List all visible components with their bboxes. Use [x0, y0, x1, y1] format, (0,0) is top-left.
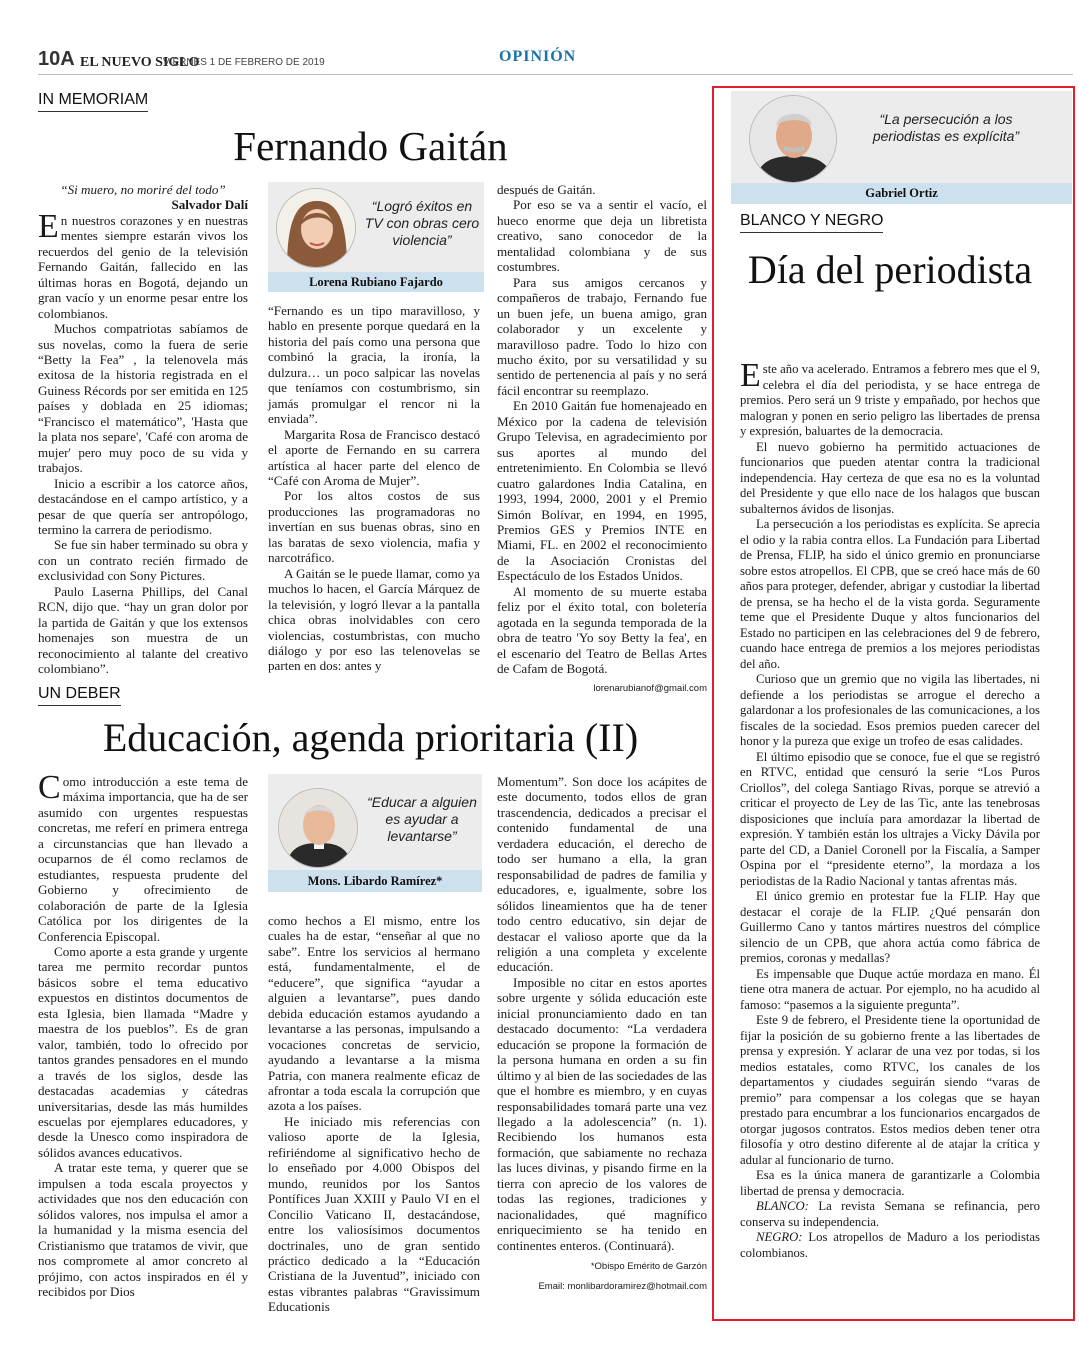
paragraph: Margarita Rosa de Francisco destacó el aporte de Fernando en su carrera artística al hacer parte del elenco de “Café con Aroma de Mujer”.	[268, 426, 480, 488]
author-photo	[276, 188, 356, 268]
article2-column-2	[268, 913, 480, 1315]
paragraph: El único gremio en protestar fue la FLIP. Hay que destacar el coraje de la FLIP. ¿Qué pensarán don Guillermo Cano y tantos mártires nuestros del cómplice silencio de un CPB, que ahora actúa como fábrica de premios, coronas y medallas?	[740, 889, 1040, 965]
article2-column-1	[38, 769, 248, 1299]
newspaper-name: EL NUEVO SIGLO	[80, 55, 200, 70]
paragraph: En nuestros corazones y en nuestras mentes siempre estarán vivos los recuerdos del genio de la televisión Fernando Gaitán, fallecido en las últimas horas en Bogotá, dejando un gran vacío y un enorme pesar entre los colombianos.	[38, 207, 248, 321]
epigraph-author: Salvador Dalí	[171, 197, 248, 213]
blanco-note	[740, 1199, 1040, 1230]
paragraph: La persecución a los periodistas es explícita. Se aprecia el odio y la rabia contra ellos. La Fundación para Libertad de Prensa, FLIP, ha sido el único gremio en pronunciarse sobre estos atropellos. El CPB, que se creó hace más de 60 años para proteger, defender, abrigar y custodiar la libertad de prensa, se ha hecho el de la vista gorda. Seguramente teme que el Presidente Duque y altos funcionarios del Estado no participen en las celebraciones del 9 de febrero, cuando hace entrega de premios a los mejores periodistas del año.	[740, 517, 1040, 671]
author-email[interactable]: Email: monlibardoramirez@hotmail.com	[538, 1280, 707, 1292]
article2-kicker: UN DEBER	[38, 684, 121, 706]
author-box-gabriel	[731, 91, 1072, 204]
article1-column-3	[497, 182, 707, 696]
paragraph: Imposible no citar en estos aportes sobre urgente y sólida educación este inicial pronunciamiento dado en tan destacado documento: “La verdadera educación se propone la formación de la persona humana en orden a su fin último y al bien de las sociedades de las que el hombre es miembro, y en cuyas responsabilidades tomará parte una vez llegado a la adolescencia” (n. 1). Recibiendo los humanos esta formación, que sabiamente no rechaza las luces divinas, y pisando firme en la tierra con aprecio de los valores de todas las regiones, tradiciones y nacionalidades, qué magnífico enriquecimiento se ha tenido en continentes enteros. (Continuará).	[497, 974, 707, 1253]
section-title: OPINIÓN	[499, 48, 577, 65]
negro-label: NEGRO:	[756, 1230, 803, 1244]
author-name: Mons. Libardo Ramírez*	[268, 870, 482, 892]
paragraph: Como introducción a este tema de máxima importancia, que ha de ser asumido con urgentes respuestas concretas, me referí en primera entrega a circunstancias que han llevado a ocuparnos de él como reclamos de estudiantes, respuesta prudente del Gobierno y ofrecimiento de colaboración de parte de la Iglesia Católica por los dirigentes de la Conferencia Episcopal.	[38, 769, 248, 944]
paragraph: Esa es la única manera de garantizarle a Colombia libertad de prensa y democracia.	[740, 1168, 1040, 1198]
paragraph: En 2010 Gaitán fue homenajeado en México por la cadena de televisión Grupo Televisa, en agradecimiento por sus aportes al mundo del entretenimiento. En Colombia se llevó cuatro galardones India Catalina, en 1993, 1994, 2000, 2001 y el Premio Simón Bolívar, en 1994, en 1995, Premios GES y Premios INTE en Miami, FL. en 2002 el reconocimiento de la Asociación Cronistas del Espectáculo de los Estados Unidos.	[497, 398, 707, 584]
author-box-lorena	[268, 182, 484, 292]
author-photo	[278, 788, 358, 868]
blanco-text: La revista Semana se refinancia, pero conserva su independencia.	[740, 1199, 1040, 1229]
paragraph: después de Gaitán.	[497, 182, 596, 197]
article1-column-2	[268, 303, 480, 674]
page-number: 10A	[38, 48, 75, 70]
paragraph: A tratar este tema, y querer que se impulsen a toda escala proyectos y actividades que nos den educación con sólidos valores, nos impulsa el amor a la humanidad y la misma esencia del Cristianismo que tratamos de vivir, que nos compromete al amor concreto al prójimo, con actos inspirados en él y recibidos por Dios	[38, 1160, 248, 1299]
paragraph: Para sus amigos cercanos y compañeros de trabajo, Fernando fue un buen jefe, un buena amigo, gran colaborador y un excelente y maravilloso padre. Todo lo hizo con mucho éxito, por su versatilidad y su sentido de pertenencia al país y no será fácil encontrar su reemplazo.	[497, 274, 707, 398]
footnote: *Obispo Emérito de Garzón	[590, 1261, 707, 1273]
pull-quote: “La persecución a los periodistas es explícita”	[872, 111, 1020, 144]
paragraph: Por eso se va a sentir el vacío, el hueco enorme que deja un libretista creativo, sano conocedor de la mentalidad colombiana y de sus costumbres.	[497, 197, 707, 275]
paragraph: Paulo Laserna Phillips, del Canal RCN, dijo que. “hay un gran dolor por la partida de Gaitán y que los extensos homenajes son muestra de un reconocimiento al talante del creativo colombiano”.	[38, 583, 248, 677]
paragraph: El nuevo gobierno ha permitido actuaciones de funcionarios que pueden atentar contra la tradicional independencia. Hay certeza de que esa no es la voluntad del Presidente y que ello nace de los halagos que buscan subalternos ávidos de lisonjas.	[740, 439, 1040, 516]
paragraph: A Gaitán se le puede llamar, como ya muchos lo hacen, el García Márquez de la televisión, y logró llevar a la pantalla chica obras inolvidables con cero violencias, costumbristas, con mucho diálogo y por eso las telenovelas se parten en dos: antes y	[268, 565, 480, 674]
article2-column-3	[497, 774, 707, 1294]
author-name: Gabriel Ortiz	[731, 183, 1072, 204]
negro-text: Los atropellos de Maduro a los periodistas colombianos.	[740, 1230, 1040, 1260]
article1-title: Fernando Gaitán	[233, 123, 508, 169]
paragraph: como hechos a El mismo, entre los cuales ha de estar, “enseñar al que no sabe”. Entre los servicios al hermano está, fundamentalmente, el de “educere”, que significa “ayudar a alguien a levantarse”, pues dando debida educación estamos ayudando a levantarse a las personas, impulsando a vocaciones concretas de servicio, ayudando a levantarse a la misma Patria, con manera realmente eficaz de afrontar a toda escala la corrupción que azota a los países.	[268, 913, 480, 1114]
author-photo	[749, 95, 837, 183]
paragraph: Este año va acelerado. Entramos a febrero mes que el 9, celebra el día del periodista, y se hace entrega de premios. Pero será un 9 triste y empañado, por hechos que malogran y ponen en serio peligro las libertades de prensa y expresión, baluartes de la democracia.	[740, 357, 1040, 438]
paragraph: Como aporte a esta grande y urgente tarea me permito recordar puntos básicos sobre el tema educativo expuestos en distintos documentos de esta Iglesia, bien llamada “Madre y maestra de los pueblos”. Es de gran valor, también, todo lo ofrecido por tantos grandes pensadores en el mundo a través de los siglos, desde las destacadas academias y cátedras universitarias, desde las más humildes escuelas por ejemplares educadores, y desde la Unesco como inspiradora de sólidos avances educativos.	[38, 943, 248, 1160]
author-name: Lorena Rubiano Fajardo	[268, 272, 484, 292]
paragraph: Se fue sin haber terminado su obra y con un contrato recién firmado de exclusividad con Sony Pictures.	[38, 537, 248, 584]
article3-title: Día del periodista	[747, 247, 1033, 292]
paragraph: “Fernando es un tipo maravilloso, y hablo en presente porque quedará en la historia del país como una persona que combinó la gracia, la ironía, la dulzura… un poco salpicar las novelas que teníamos con costumbrismo, sin jamás promulgar el rencor ni la enviada”.	[268, 303, 480, 427]
paragraph: El último episodio que se conoce, fue el que se registró en RTVC, entidad que censuró la serie “Los Puros Criollos”, del colega Santiago Rivas, porque se atrevió a criticar el proyecto de Ley de las Tic, ante las tenebrosas disposiciones que incluía para amordazar la libertad de expresión. Y también están los ultrajes a Vicky Dávila por parte del CD, a Daniel Coronell por la Fiscalía, a Samper Ospina por el “presidente eterno”, la mordaza a los periodistas de la Radio Nacional y tantas afrentas más.	[740, 749, 1040, 888]
paragraph: Momentum”. Son doce los acápites de este documento, todos ellos de gran trascendencia, dedicados a precisar el contenido fundamental de una verdadera educación, el derecho de todo ser humano a ella, la gran responsabilidad de padres de familia y educadores, e, igualmente, sobre los sólidos lineamientos que ha de tener todo centro educativo, sin dejar de destacar el valioso aporte que da la religión a una completa y excelente educación.	[497, 774, 707, 975]
article1-kicker: IN MEMORIAM	[38, 90, 148, 112]
pull-quote: “Logró éxitos en TV con obras cero violencia”	[364, 198, 480, 248]
negro-note	[740, 1230, 1040, 1261]
paragraph: Al momento de su muerte estaba feliz por el éxito total, con boletería agotada en la segunda temporada de la obra de teatro 'Yo soy Betty la fea', en el escenario del Teatro de Bellas Artes de Cafam de Bogotá.	[497, 583, 707, 677]
article3-kicker: BLANCO Y NEGRO	[740, 211, 883, 233]
header-rule	[38, 74, 1073, 75]
article3-body	[740, 357, 1040, 1261]
paragraph: Es impensable que Duque actúe mordaza en mano. Él tiene otra manera de actuar. Por ejemplo, no ha acudido al famoso: “pasemos a la siguiente pregunta”.	[740, 966, 1040, 1012]
epigraph: “Si muero, no moriré del todo”	[60, 182, 226, 197]
paragraph: He iniciado mis referencias con valioso aporte de la Iglesia, refiriéndome al significativo hecho de lo enseñado por 4.000 Obispos del mundo, reunidos por los Santos Pontífices Juan XXIII y Paulo VI en el Concilio Vaticano II, destacándose, entre los valiosísimos documentos doctrinales, uno de gran sentido práctico dedicado a la “Educación Cristiana de la Juventud”, iniciado con estas vibrantes palabras “Gravissimum Educationis	[268, 1113, 480, 1315]
paragraph: Muchos compatriotas sabíamos de sus novelas, como la fuera de serie “Betty la Fea” , la telenovela más exitosa de la historia registrada en el Guiness Récords por ser emitida en 125 países y doblada en 25 idiomas; “Francisco el matemático”, 'Hasta que la plata nos separe', 'Café con aroma de mujer' pero muy poco de su vida y trabajos.	[38, 321, 248, 476]
paragraph: Este 9 de febrero, el Presidente tiene la oportunidad de fijar la posición de su gobierno frente a las libertades de prensa y expresión. Y aclarar de una vez por todas, si los medios estatales, como RTVC, los canales de los departamentos y ciudades seguirán siendo “varas de premio” para compensar a los colegas que se hayan prestado para encumbrar a los funcionarios encargados de otorgar jugosos contratos. Estos medios deben tener otra filosofía y otro destino diferente al de atajar la crítica y adular al funcionario de turno.	[740, 1013, 1040, 1167]
pull-quote: “Educar a alguien es ayudar a levantarse”	[367, 794, 477, 844]
issue-date: VIERNES 1 DE FEBRERO DE 2019	[163, 57, 325, 68]
paragraph: Curioso que un gremio que no vigila las libertades, ni defiende a los periodistas se arrogue el derecho a galardonar a los profesionales de las comunicaciones, a los fiscales de la sociedad. Esos premios pueden carecer del honor y la pureza que exige un trofeo de esas calidades.	[740, 672, 1040, 748]
paragraph: Por los altos costos de sus producciones las programadoras no invertían en sus buenas obras, sino en las baratas de sexo violencia, mafia y narcotráfico.	[268, 488, 480, 566]
author-email[interactable]: lorenarubianof@gmail.com	[593, 682, 707, 694]
blanco-label: BLANCO:	[756, 1199, 809, 1213]
author-box-libardo	[268, 774, 482, 892]
article2-title: Educación, agenda prioritaria (II)	[102, 715, 639, 760]
article1-column-1	[38, 182, 248, 677]
paragraph: Inicio a escribir a los catorce años, destacándose en el campo artístico, y a pesar de que quería ser antropólogo, termino la carrera de periodismo.	[38, 475, 248, 537]
